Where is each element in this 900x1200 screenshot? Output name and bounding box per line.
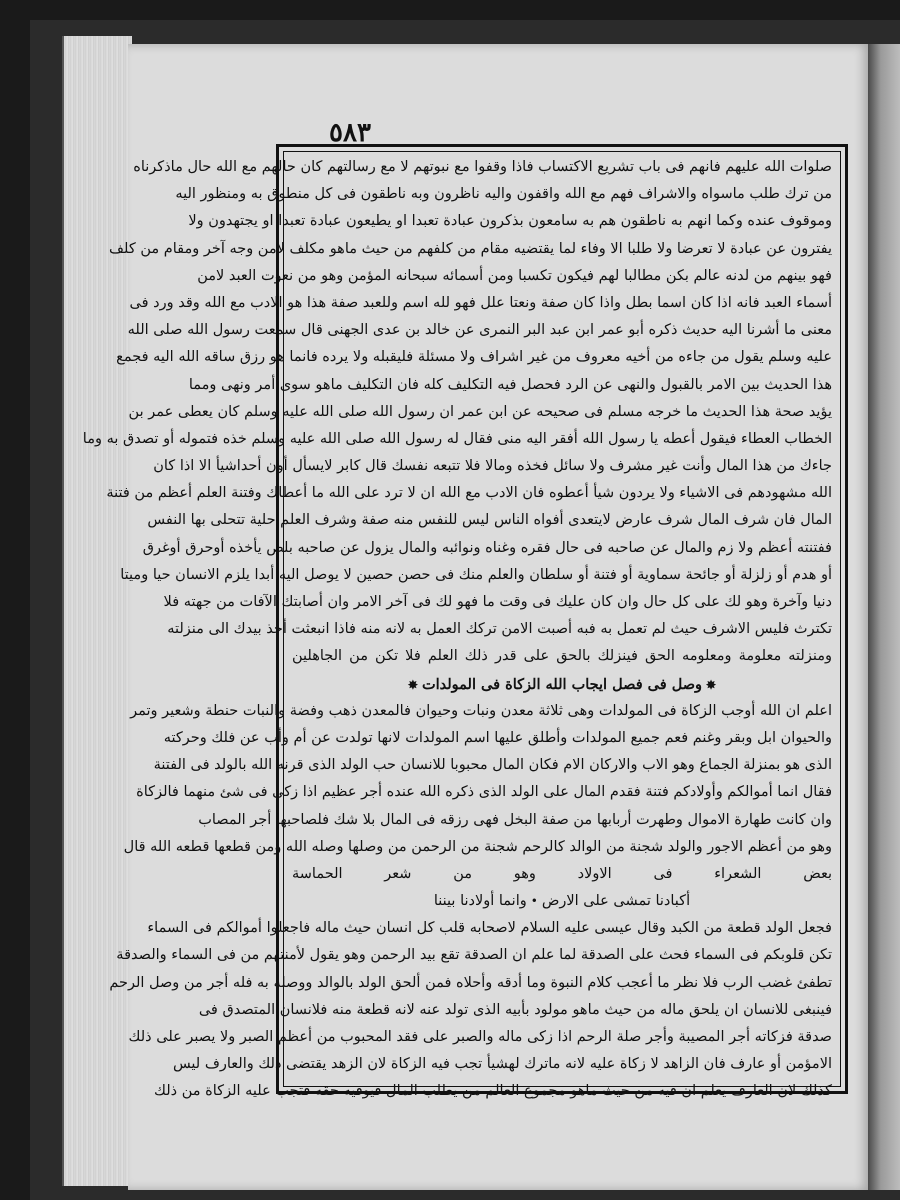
- text-line: تطفئ غضب الرب فلا نظر ما أعجب كلام النبوة وما أدقه وأحلاه فمن ألحق الولد بالوالد ووصله به فله أجر من وصل الرحم: [109, 974, 832, 991]
- text-line: فينبغى للانسان ان يلحق ماله من حيث ماهو مولود بأبيه الذى تولد عنه لانه قطعة منه فلانسان المتصدق فى: [198, 1001, 832, 1018]
- text-line: جاءك من هذا المال وأنت غير مشرف ولا سائل فخذه ومالا فلا تتبعه نفسك قال كابر لايسأل أون أحداشيأ الا اذا كان: [153, 458, 832, 475]
- verse-separator-icon: •: [530, 894, 538, 909]
- star-ornament-icon: ✸: [706, 677, 717, 692]
- right-page-edge: [868, 44, 900, 1190]
- text-line: صدقة فزكاته أجر المصيبة وأجر صلة الرحم اذا زكى ماله والصبر على فقد المحبوب من أعظم الصبر ولا يصبر على ذلك: [128, 1029, 832, 1045]
- text-line: معنى ما أشرنا اليه حديث ذكره أبو عمر ابن عبد البر النمرى عن خالد بن عدى الجهنى قال سمعت رسول الله صلى الله: [127, 322, 832, 339]
- text-line: والحيوان ابل وبقر وغنم فعم جميع المولدات وأطلق عليها اسم المولدات لانها تولدت عن أم وأب عن فلك وحركته: [163, 729, 832, 746]
- text-line: دنيا وآخرة وهو لك على كل حال وان كان عليك فى وقت ما فهو لك فى آخر الامر وان أصابتك الآفات من جهته فلا: [163, 594, 832, 610]
- main-text-block: [82, 154, 832, 1100]
- text-line: صلوات الله عليهم فانهم فى باب تشريع الاكتساب فاذا وقفوا مع نبوتهم لا مع رسالتهم كان حالهم مع الله حال ماذكرناه: [133, 159, 832, 175]
- text-line: هذا الحديث بين الامر بالقبول والنهى عن الرد فحصل فيه التكليف كله فان التكليف ماهو سوى أمر ونهى ومما: [188, 376, 832, 393]
- text-line: تكن قلوبكم فى السماء فحث على الصدقة لما علم ان الصدقة تقع بيد الرحمن وهو يقول لأمنتهم من فى السماء والصدقة: [116, 947, 832, 964]
- section-heading-text: وصل فى فصل ايجاب الله الزكاة فى المولدات: [421, 675, 703, 693]
- text-line: ففتنته أعظم ولا زم والمال عن صاحبه فى حال فقره وغناه ونوائبه والمال يزول عن صاحبه بلص يأخذه أوحرق أوغرق: [142, 539, 832, 556]
- text-line: وموقوف عنده وكما انهم به ناطقون هم به سامعون بذكرون عبادة تعبدا او يطيعون عبادة تعبدا او يجتهدون ولا: [188, 213, 832, 230]
- verse-hemistich-right: أكبادنا تمشى على الارض: [541, 893, 691, 910]
- text-line: بعض الشعراء فى الاولاد وهو من شعر الحماسة: [292, 865, 832, 882]
- text-line: المال فان شرف المال شرف عارض لايتعدى أفواه الناس ليس للنفس منه صفة وشرف العلم حلية تتحلى بها النفس: [147, 512, 832, 529]
- text-line: أو هدم أو زلزلة أو جائحة سماوية أو فتنة أو سلطان والعلم منك فى حصن حصين لا يوصل اليه أبدا يلزم الانسان حيا وميتا: [120, 566, 832, 583]
- text-line: اعلم ان الله أوجب الزكاة فى المولدات وهى ثلاثة معدن ونبات وحيوان فالمعدن ذهب وفضة والنبات حنطة وشعير وتمر: [130, 702, 832, 719]
- text-line: عليه وسلم يقول من جاءه من أخيه معروف من غير اشراف ولا مسئلة فليقبله ولا يرده فانما هو رزق ساقه الله اليه فجمع: [116, 349, 832, 366]
- text-line: يفترون عن عبادة لا تعرضا ولا طلبا الا وفاء لما يقتضيه مقام من كلفهم من حيث ماهو مكلف لامن وجه آخر ومقام من كلف: [109, 240, 832, 257]
- text-line: فهو بينهم من لدنه عالم بكن مطالبا لهم فيكون تكسبا ومن أسمائه سبحانه المؤمن وهو من نعوت العبد لامن: [197, 267, 832, 284]
- text-line: تكترث فليس الاشرف حيث لم تعمل به فبه أصبت الامن تركك العمل به لانه منه فاذا انبعثت أخذ بيدك الى منزلته: [167, 621, 832, 638]
- text-line: فجعل الولد قطعة من الكبد وقال عيسى عليه السلام لاصحابه قلب كل انسان حيث ماله فاجعلوا أموالكم فى السماء: [147, 920, 832, 937]
- text-line: الامؤمن أو عارف فان الزاهد لا زكاة عليه لانه ماترك لهشيأ تجب فيه الزكاة لان الزهد يقتضى ذلك والعارف ليس: [172, 1056, 832, 1073]
- text-line: الخطاب العطاء فيقول أعطه يا رسول الله أفقر اليه منى فقال له رسول الله صلى الله عليه وسلم خذه فتموله أو تصدق به وما: [82, 430, 832, 447]
- text-line: كذلك لان العارف يعلم ان فيه من حيث ماهو مجموع العالم من يطلب المال فيوفيه حقه فتجب عليه الزكاة من ذلك: [154, 1083, 832, 1100]
- text-line: يؤيد صحة هذا الحديث ما خرجه مسلم فى صحيحه عن ابن عمر ان رسول الله صلى الله عليه وسلم كان يعطى عمر بن: [128, 403, 832, 420]
- star-ornament-icon: ✸: [407, 677, 418, 692]
- text-line: أسماء العبد فانه اذا كان اسما بطل واذا كان صفة ونعتا علل فهو لله اسم وللعبد صفة هذا هو الادب مع الله وقد ورد فى: [129, 294, 832, 311]
- verse-line: [292, 888, 832, 915]
- text-line: وان كانت طهارة الاموال وطهرت أربابها من صفة البخل فهى رزقه فى المال بلا شك فلصاحبها أجر المصاب: [198, 811, 832, 828]
- verse-hemistich-left: وانما أولادنا بيننا: [433, 893, 527, 910]
- text-line: ومنزلته معلومة ومعلومه الحق فينزلك بالحق على قدر ذلك العلم فلا تكن من الجاهلين: [292, 648, 832, 665]
- text-line: الله مشهودهم فى الاشياء ولا يردون شيأ أعطوه فان الادب مع الله ان لا ترد على الله ما أعطاك وفتنة العلم أعظم من فتنة: [106, 485, 832, 502]
- page-edges: [62, 36, 132, 1186]
- text-line: وهو من أعظم الاجور والولد شجنة من الوالد كالرحم شجنة من الرحمن من وصلها وصله الله ومن قطعها قطعه الله قال: [123, 838, 832, 855]
- text-line: من ترك طلب ماسواه والاشراف فهم مع الله واقفون واليه ناظرون وبه ناطقون فى كل منطوق به ومنظور اليه: [175, 186, 832, 203]
- section-heading: [292, 671, 832, 698]
- page-number: ٥٨٣: [329, 118, 371, 148]
- text-line: الذى هو بمنزلة الجماع وهو الاب والاركان الام فكان المال محبوبا للانسان حب الولد الذى قرنه الله بالولد فى الفتنة: [153, 757, 832, 774]
- text-line: فقال انما أموالكم وأولادكم فتنة فقدم المال على الولد الذى ذكره الله عنده أجر عظيم اذا زكى فى شئ منهما فالزكاة: [136, 784, 832, 801]
